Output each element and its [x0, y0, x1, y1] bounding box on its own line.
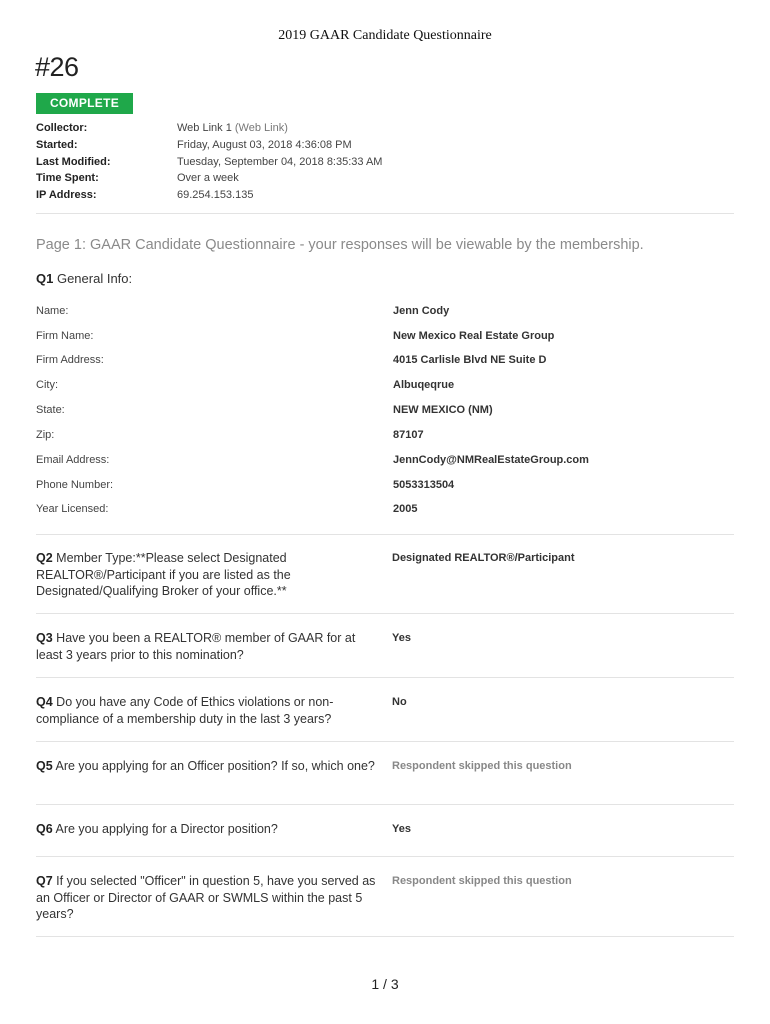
- question-answer-skipped: Respondent skipped this question: [392, 875, 572, 887]
- time-spent-value: Over a week: [177, 172, 239, 185]
- q1-text: General Info:: [56, 271, 133, 286]
- meta-ip-row: [36, 187, 382, 204]
- field-value: 5053313504: [393, 479, 455, 491]
- field-row-city: [36, 377, 736, 393]
- collector-type: (Web Link): [234, 122, 288, 134]
- last-modified-label: Last Modified:: [36, 155, 111, 168]
- field-label: Phone Number:: [36, 479, 114, 491]
- field-row-firm-name: [36, 328, 736, 344]
- q1-number: Q1: [36, 271, 54, 286]
- question-body: If you selected "Officer" in question 5, have you served as an Officer or Director of GAAR or SWMLS within the past 5 years?: [36, 874, 376, 921]
- question-number: Q2: [36, 551, 53, 565]
- meta-started-row: [36, 137, 382, 154]
- field-row-email: [36, 452, 736, 468]
- field-value: NEW MEXICO (NM): [393, 404, 493, 416]
- status-badge: COMPLETE: [36, 93, 133, 114]
- field-value: 2005: [393, 503, 418, 515]
- field-label: State:: [36, 404, 65, 416]
- divider: [36, 213, 734, 214]
- started-label: Started:: [36, 138, 78, 151]
- divider: [36, 613, 734, 614]
- divider: [36, 936, 734, 937]
- field-row-zip: [36, 427, 736, 443]
- divider: [36, 741, 734, 742]
- question-text: [36, 550, 381, 600]
- divider: [36, 856, 734, 857]
- question-body: Member Type:**Please select Designated REALTOR®/Participant if you are listed as the Designated/Qualifying Broker of your office.**: [36, 551, 291, 598]
- question-body: Have you been a REALTOR® member of GAAR for at least 3 years prior to this nomination?: [36, 631, 356, 662]
- field-label: Zip:: [36, 429, 55, 441]
- ip-address-label: IP Address:: [36, 189, 97, 202]
- question-answer: Yes: [392, 632, 411, 644]
- field-row-state: [36, 402, 736, 418]
- question-text: [36, 694, 381, 727]
- question-text: [36, 630, 381, 663]
- field-value: 87107: [393, 429, 424, 441]
- divider: [36, 804, 734, 805]
- divider: [36, 534, 734, 535]
- started-value: Friday, August 03, 2018 4:36:08 PM: [177, 138, 352, 151]
- question-body: Are you applying for a Director position?: [55, 822, 278, 836]
- question-body: Do you have any Code of Ethics violations or non-compliance of a membership duty in the last 3 years?: [36, 695, 334, 726]
- divider: [36, 677, 734, 678]
- response-metadata: [36, 120, 382, 204]
- meta-modified-row: [36, 154, 382, 171]
- meta-time-row: [36, 170, 382, 187]
- question-number: Q7: [36, 874, 53, 888]
- field-row-phone: [36, 477, 736, 493]
- question-number: Q5: [36, 759, 53, 773]
- question-body: Are you applying for an Officer position? If so, which one?: [55, 759, 375, 773]
- question-text: [36, 758, 381, 775]
- meta-collector-row: [36, 120, 382, 137]
- ip-address-value: 69.254.153.135: [177, 189, 254, 202]
- field-value: New Mexico Real Estate Group: [393, 330, 555, 342]
- field-value: Jenn Cody: [393, 305, 450, 317]
- field-label: Firm Address:: [36, 354, 104, 366]
- field-label: Year Licensed:: [36, 503, 109, 515]
- response-number: #26: [35, 52, 79, 82]
- question-answer-skipped: Respondent skipped this question: [392, 760, 572, 772]
- collector-name: Web Link 1: [177, 122, 232, 134]
- question-answer: No: [392, 696, 407, 708]
- question-number: Q4: [36, 695, 53, 709]
- q1-title: [36, 271, 132, 286]
- field-label: City:: [36, 379, 58, 391]
- question-text: [36, 873, 381, 923]
- question-answer: Designated REALTOR®/Participant: [392, 552, 575, 564]
- question-number: Q3: [36, 631, 53, 645]
- field-label: Name:: [36, 305, 69, 317]
- question-answer: Yes: [392, 823, 411, 835]
- collector-label: Collector:: [36, 122, 88, 134]
- field-row-firm-address: [36, 352, 736, 368]
- question-text: [36, 821, 381, 838]
- field-value: Albuqeqrue: [393, 379, 455, 391]
- document-title: 2019 GAAR Candidate Questionnaire: [278, 28, 492, 43]
- time-spent-label: Time Spent:: [36, 172, 99, 185]
- question-number: Q6: [36, 822, 53, 836]
- last-modified-value: Tuesday, September 04, 2018 8:35:33 AM: [177, 155, 383, 168]
- collector-value: [177, 120, 288, 137]
- field-label: Firm Name:: [36, 330, 94, 342]
- page-number: 1 / 3: [371, 976, 399, 992]
- field-value: 4015 Carlisle Blvd NE Suite D: [393, 354, 547, 366]
- field-label: Email Address:: [36, 454, 110, 466]
- page-heading: Page 1: GAAR Candidate Questionnaire - your responses will be viewable by the membership.: [36, 237, 644, 253]
- field-value: JennCody@NMRealEstateGroup.com: [393, 454, 589, 466]
- field-row-year-licensed: [36, 501, 736, 517]
- field-row-name: [36, 303, 736, 319]
